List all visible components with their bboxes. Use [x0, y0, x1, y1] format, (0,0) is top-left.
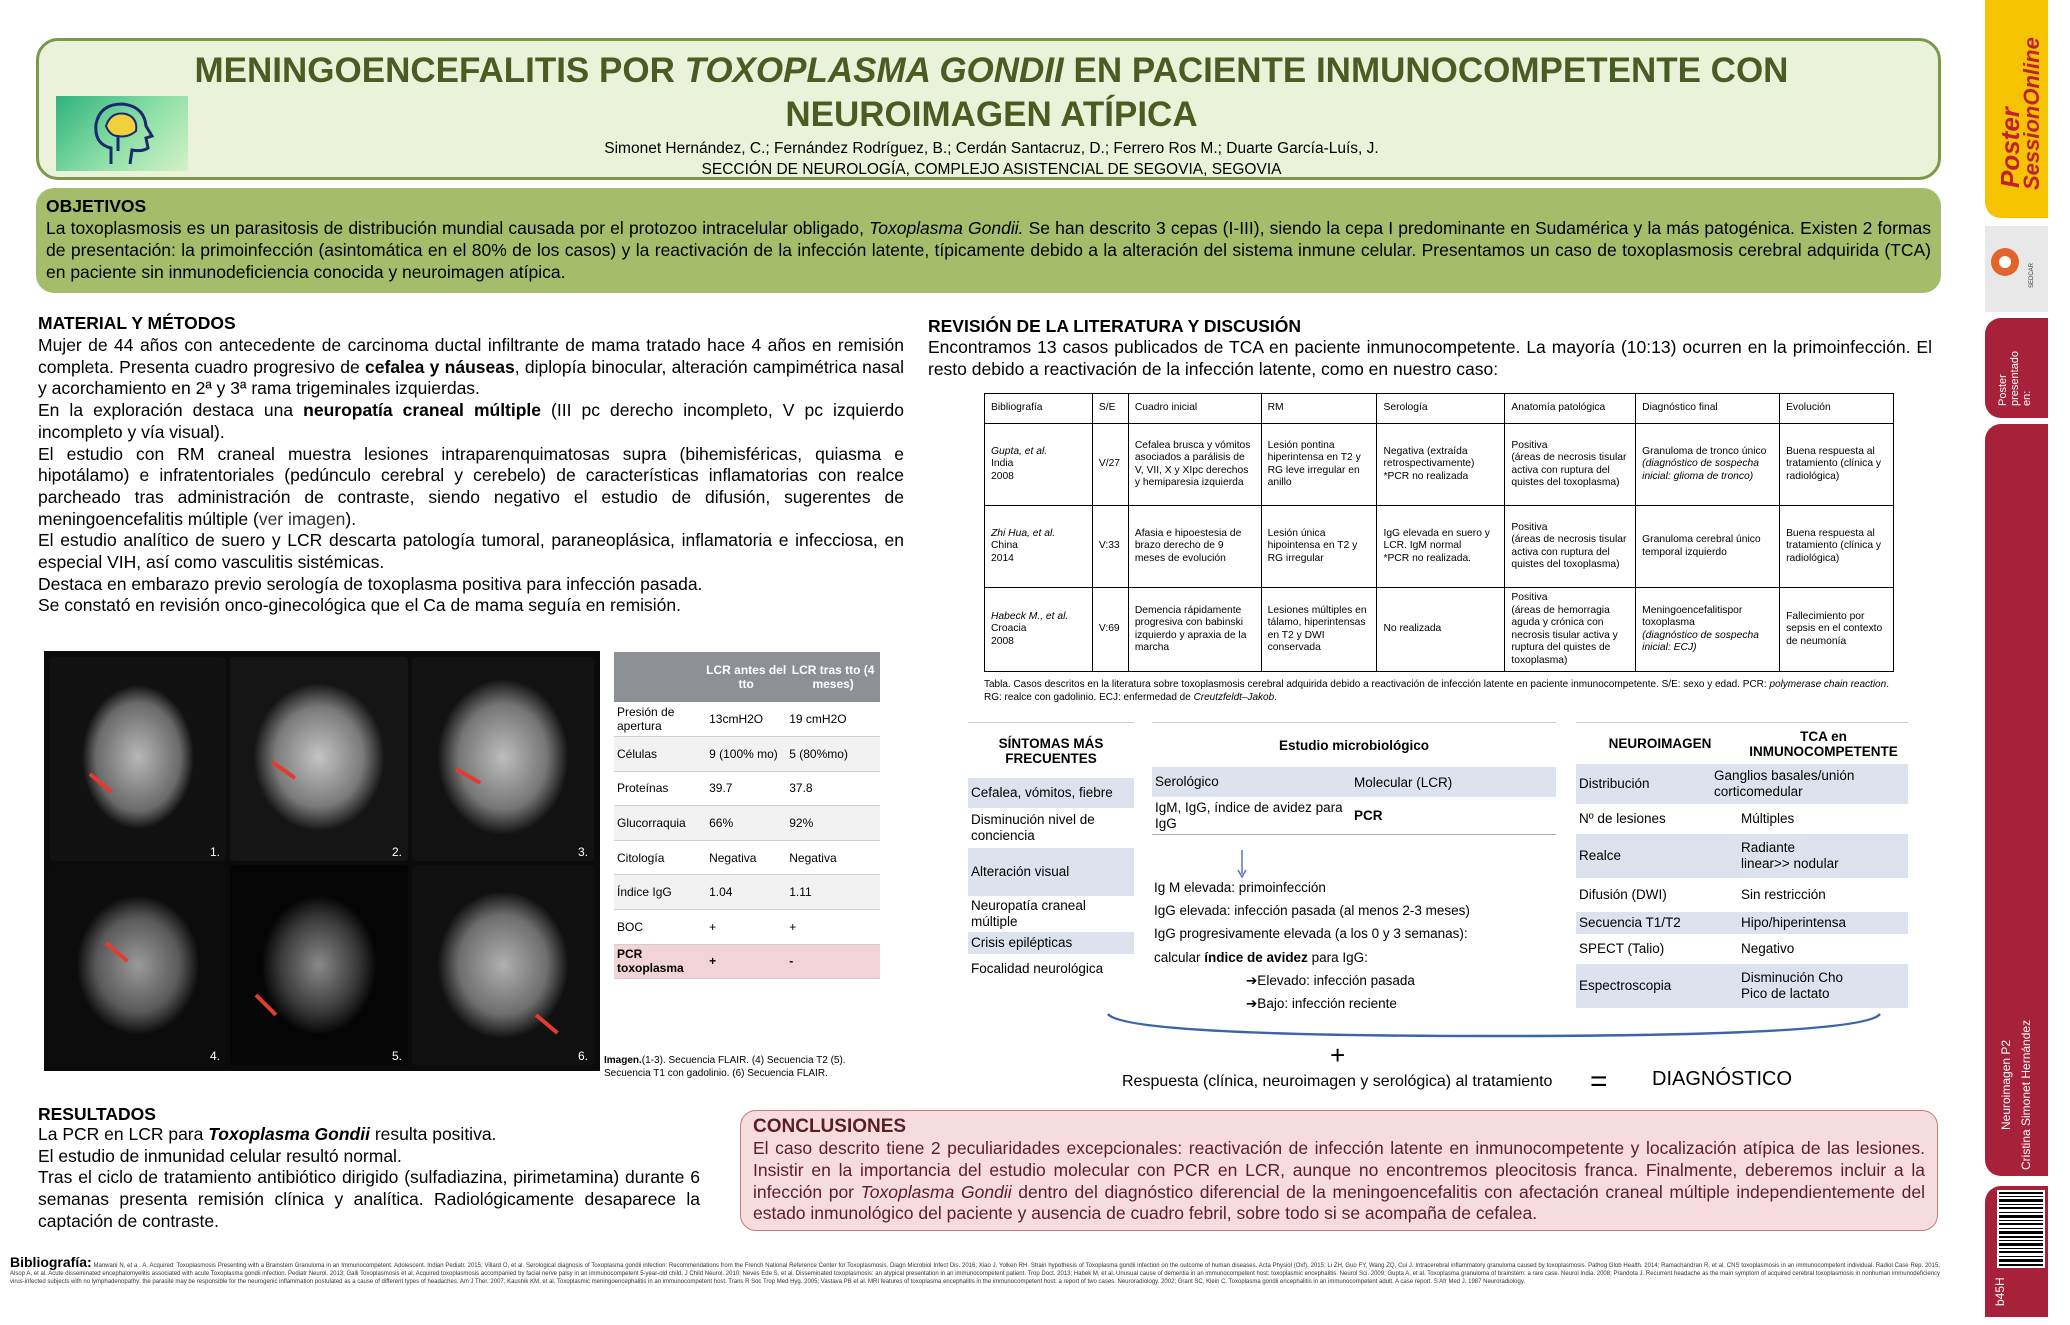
- arrow-icon: [89, 772, 113, 793]
- micro-notes: Ig M elevada: primoinfección IgG elevada: infección pasada (al menos 2-3 meses) IgG progresivamente elevada (a los 0 y 3 semanas): calcular índice de avidez para IgG: ➔Elevado: infección pasada ➔Bajo: infección reciente: [1154, 880, 1470, 1012]
- mri-image-grid: [44, 651, 600, 1071]
- table-row: Realce Radiante linear>> nodular: [1576, 834, 1908, 878]
- lcr-header-after: LCR tras tto (4 meses): [786, 652, 880, 702]
- bibliography: Bibliografía: Manwani N, et a . A. Acquired: Toxoplasmosis Presenting with a Brainstem Granuloma in an Immunocompetent. Adolescent. Indian Pediatr. 2015; Villard O, et al. Serological diagnosis of Toxoplasma gondii infection: Recommendations from the French National Reference Center for Toxoplasmosis. Diagn Microbiol Infect Dis. 2016; Xiao J, Yolken RH. Strain hypothesis of Toxoplasma gondii infection on the outcome of human diseases. Acta Physiol (Oxf). 2015; Li ZH, Guo FY, Wang ZQ, Cui J. Intracerebral inflammatory granuloma caused by toxoplasmosis. Pathog Glob Health. 2014; Ramachandran R, et al. CNS toxoplasmosis in an immunocompetent individual. Radiol Case Rep. 2015; Alsop A, et al. Acute disseminated encephalomyelitis associated with acute Toxoplasma gondii infection. Pediatr Neurol. 2013; Galli Toxoplasmosis et al. Acquired toxoplasmosis accompanied by facial nerve palsy in an immunocompetent 5-year-old child. J Child Neurol. 2010; Neves Ede S, et al. Disseminated toxoplasmosis: an atypical presentation in an immunocompetent patient. Trop Doct. 2013; Habek M, et al. Unusual cause of dementia in an immunocompetent host: toxoplasmic encephalitis. Neurol Sci. 2009; Gupta A, et al. Toxoplasma granuloma of brainstem: a rare case. Neurol India. 2008; Prandota J. Recurrent headache as the main symptom of acquired cerebral toxoplasmosis in nonhuman immunodeficiency virus-infected subjects with no lymphadenopathy: the parasite may be responsible for the neurogenic inflammation postulated as a cause of different types of headaches. Am J Ther. 2007; Kaushik KM, et al. Toxoplasmic meningoencephalitis in an immunocompetent host. Trans R Soc Trop Med Hyg. 2005; Vastava PB et al. MRI features of toxoplasma encephalitis in the immunocompetent host: a report of two cases. Neuroradiology. 2002; Grant SC, Klein C. Toxoplasma gondii encephalitis in an immunocompetent adult. A case report. S Afr Med J. 1987 Neuroradiology.: [10, 1254, 1940, 1285]
- review-text: Encontramos 13 casos publicados de TCA en paciente inmunocompetente. La mayoría (10:13) ocurren en la primoinfección. El resto debido a reactivación de la infección latente, como en nuestro caso:: [928, 337, 1932, 379]
- mri-image-4: 4.: [50, 865, 226, 1065]
- arrow-icon: [271, 760, 296, 779]
- material-p5: Destaca en embarazo previo serología de toxoplasma positiva para infección pasada.: [38, 573, 703, 594]
- objectives-text: La toxoplasmosis es un parasitosis de distribución mundial causada por el protozoo intracelular obligado, Toxoplasma Gondii. Se han descrito 3 cepas (I-III), siendo la cepa I predominante en Sudamérica y la más patogénica. Existen 2 formas de presentación: la primoinfección (asintomática en el 80% de los casos) y la reactivación de la infección latente, típicamente debido a la alteración del sistema inmune celular. Presentamos un caso de toxoplasmosis cerebral adquirida (TCA) en paciente sin inmunodeficiencia conocida y neuroimagen atípica.: [46, 218, 1931, 282]
- conclusions-text: El caso descrito tiene 2 peculiaridades excepcionales: reactivación de infección latente en inmunocompetente y localización atípica de las lesiones. Insistir en la importancia del estudio molecular con PCR en LCR, aunque no encontremos pleocitosis franca. Finalmente, deberemos incluir a la infección por Toxoplasma Gondii dentro del diagnóstico diferencial de la meningoencefalitis con afectación craneal múltiple independientemente del estado inmunológico del paciente y ausencia de cuadro febril, sobre todo si se acompaña de cefalea.: [753, 1138, 1925, 1224]
- arrow-icon: [105, 941, 129, 962]
- table-row: Células 9 (100% mo) 5 (80%mo): [614, 737, 880, 772]
- table-row: Nº de lesiones Múltiples: [1579, 811, 1795, 826]
- table-row: Habeck M., et al. Croacia 2008 V:69 Demencia rápidamente progresiva con babinski izquierdo y apraxia de la marcha Lesiones múltiples en tálamo, hiperintensas en T2 y DWI conservada No realizada Positiva (áreas de hemorragia aguda y crónica con necrosis tisular activa y ruptura del quistes de toxoplasma) Meningoencefalitispor toxoplasma (diagnóstico de sospecha inicial: ECJ) Fallecimiento por sepsis en el contexto de neumonía: [985, 588, 1894, 672]
- table-row: Gupta, et al. India 2008 V/27 Cefalea brusca y vómitos asociados a parálisis de V, VII, X y XIpc derechos y hemiparesia izquierda Lesión pontina hiperintensa en T2 y RG leve irregular en anillo Negativa (extraída retrospectivamente) *PCR no realizada Positiva (áreas de necrosis tisular activa con ruptura del quistes del toxoplasma) Granuloma de tronco único (diagnóstico de sospecha inicial: glioma de tronco) Buena respuesta al tratamiento (clínica y radiológica): [985, 424, 1894, 506]
- barcode-icon: [1985, 1186, 2048, 1270]
- objectives-title: OBJETIVOS: [46, 196, 147, 216]
- list-item: Disminución nivel de conciencia: [971, 812, 1095, 843]
- literature-table: [984, 393, 1894, 672]
- sidebar-presented: Poster presentado en:: [1985, 318, 2048, 418]
- micro-row-1: Serológico Molecular (LCR): [1152, 767, 1556, 797]
- image-caption: Imagen.(1-3). Secuencia FLAIR. (4) Secuencia T2 (5). Secuencia T1 con gadolinio. (6) Secuencia FLAIR.: [604, 1055, 846, 1079]
- review-title: REVISIÓN DE LA LITERATURA Y DISCUSIÓN: [928, 316, 1302, 336]
- results-p2: El estudio de inmunidad celular resultó normal.: [38, 1145, 402, 1166]
- poster-title: MENINGOENCEFALITIS POR TOXOPLASMA GONDII EN PACIENTE INMUNOCOMPETENTE CON NEUROIMAGEN ATÍPICA: [194, 51, 1789, 134]
- results-section: [38, 1104, 700, 1233]
- micro-title: Estudio microbiológico: [1152, 722, 1556, 767]
- poster-header: [36, 38, 1941, 180]
- brace-icon: [1104, 1010, 1884, 1040]
- see-image-link[interactable]: ver imagen: [258, 508, 346, 529]
- society-logo-icon: [1985, 226, 2048, 312]
- conclusions-section: [740, 1110, 1938, 1231]
- results-p3: Tras el ciclo de tratamiento antibiótico dirigido (sulfadiazina, pirimetamina) durante 6 semanas presenta remisión clínica y analítica. Radiológicamente desaparece la captación de contraste.: [38, 1167, 700, 1231]
- mri-image-3: 3.: [412, 657, 594, 861]
- society-logo: SEDCAR: [1985, 226, 2048, 312]
- arrow-icon: [535, 1013, 559, 1034]
- table-row: Índice IgG 1.04 1.11: [614, 875, 880, 910]
- lcr-header-empty: [614, 652, 706, 702]
- table-row: Distribución Ganglios basales/unión corticomedular: [1576, 764, 1908, 804]
- material-p1: Mujer de 44 años con antecedente de carcinoma ductal infiltrante de mama tratado hace 4 años en remisión completa. Presenta cuadro progresivo de cefalea y náuseas, diplopía binocular, alteración campimétrica nasal y acorchamiento en 2ª y 3ª rama trigeminales izquierdas.: [38, 335, 905, 399]
- list-item: Neuropatía craneal múltiple: [971, 898, 1086, 929]
- lcr-header-before: LCR antes del tto: [706, 652, 786, 702]
- arrow-icon: [255, 994, 278, 1017]
- material-p2: En la exploración destaca una neuropatía craneal múltiple (III pc derecho incompleto, V pc izquierdo incompleto y vía visual).: [38, 400, 904, 442]
- material-section: [38, 313, 904, 617]
- micro-row-2: IgM, IgG, índice de avidez para IgG PCR: [1152, 797, 1556, 835]
- lit-header-row: Bibliografía S/E Cuadro inicial RM Serología Anatomía patológica Diagnóstico final Evolución: [985, 394, 1894, 424]
- objectives-section: [36, 188, 1941, 293]
- conclusions-title: CONCLUSIONES: [753, 1116, 907, 1137]
- list-item: Alteración visual: [968, 848, 1134, 896]
- neuroimage-table: [1576, 722, 1908, 1008]
- list-item: Crisis epilépticas: [968, 932, 1134, 954]
- authors: Simonet Hernández, C.; Fernández Rodríguez, B.; Cerdán Santacruz, D.; Ferrero Ros M.; Duarte García-Luís, J.: [604, 140, 1379, 157]
- table-row: SPECT (Talio) Negativo: [1579, 941, 1795, 956]
- lcr-header-row: [614, 652, 880, 702]
- results-p1: La PCR en LCR para Toxoplasma Gondii resulta positiva.: [38, 1124, 497, 1144]
- micro-table: [1152, 722, 1556, 835]
- material-p4: El estudio analítico de suero y LCR descarta patología tumoral, paraneoplásica, inflamatoria e infecciosa, en especial VIH, así como vasculitis sistémicas.: [38, 530, 904, 573]
- table-row: Glucorraquia 66% 92%: [614, 806, 880, 841]
- review-section: [928, 316, 1932, 380]
- mri-image-6: 6.: [412, 865, 594, 1065]
- list-item: Focalidad neurológica: [971, 961, 1104, 976]
- arrow-icon: [455, 767, 481, 784]
- table-row: Zhi Hua, et al. China 2014 V:33 Afasia e hipoestesia de brazo derecho de 9 meses de evolución Lesión única hipointensa en T2 y RG irregular IgG elevada en suero y LCR. IgM normal *PCR no realizada. Positiva (áreas de necrosis tisular activa con ruptura del quistes del toxoplasma) Granuloma cerebral único temporal izquierdo Buena respuesta al tratamiento (clínica y radiológica): [985, 506, 1894, 588]
- table-row: Presión de apertura 13cmH2O 19 cmH2O: [614, 702, 880, 737]
- equals-sign: =: [1590, 1065, 1608, 1098]
- table-row: Citología Negativa Negativa: [614, 840, 880, 875]
- neuro-header: NEUROIMAGEN TCA en INMUNOCOMPETENTE: [1576, 722, 1908, 764]
- mri-image-5: 5.: [230, 865, 408, 1065]
- table-row: Proteínas 39.7 37.8: [614, 771, 880, 806]
- material-title: MATERIAL Y MÉTODOS: [38, 313, 236, 333]
- material-p3: El estudio con RM craneal muestra lesiones intraparenquimatosas supra (bihemisféricas, quiasma e hipotálamo) e infratentoriales (pedúnculo cerebral y cerebelo) de características inflamatorias con realce parcheado tras administración de contraste, siendo negativo el estudio de difusión, sugerentes de meningoencefalitis múltiple (ver imagen).: [38, 443, 904, 529]
- sidebar-code: b45H Ebresen: [1985, 1186, 2048, 1317]
- plus-sign: +: [1330, 1040, 1346, 1070]
- table-row: Secuencia T1/T2 Hipo/hiperintensa: [1576, 912, 1908, 934]
- response-text: Respuesta (clínica, neuroimagen y serológica) al tratamiento: [1122, 1073, 1553, 1090]
- list-item: Cefalea, vómitos, fiebre: [968, 778, 1134, 808]
- department: SECCIÓN DE NEUROLOGÍA, COMPLEJO ASISTENCIAL DE SEGOVIA, SEGOVIA: [701, 161, 1282, 178]
- sidebar-info: Neuroimagen P2 Cristina Simonet Hernández: [1985, 424, 2048, 1176]
- table-row-pcr: PCR toxoplasma + -: [614, 944, 880, 979]
- results-title: RESULTADOS: [38, 1104, 156, 1124]
- diagnosis-text: DIAGNÓSTICO: [1652, 1068, 1793, 1090]
- symptoms-table: [968, 722, 1134, 984]
- table-row: Espectroscopia Disminución Cho Pico de lactato: [1576, 964, 1908, 1008]
- down-arrow-icon: [1236, 850, 1248, 878]
- literature-table-caption: Tabla. Casos descritos en la literatura sobre toxoplasmosis cerebral adquirida debido a reactivación de infección latente en paciente inmunocompetente. S/E: sexo y edad. PCR: polymerase chain reaction. RG: realce con gadolinio. ECJ: enfermedad de Creutzfeldt–Jakob.: [984, 679, 1889, 703]
- mri-image-2: 2.: [230, 657, 408, 861]
- table-row: Difusión (DWI) Sin restricción: [1579, 887, 1826, 902]
- mri-image-1: 1.: [50, 657, 226, 861]
- material-p6: Se constató en revisión onco-ginecológica que el Ca de mama seguía en remisión.: [38, 595, 682, 616]
- table-row: BOC + +: [614, 910, 880, 945]
- symptoms-title: SÍNTOMAS MÁS FRECUENTES: [968, 722, 1134, 778]
- lcr-table: [614, 652, 880, 979]
- sidebar-brand[interactable]: Poster SessionOnline: [1985, 0, 2048, 218]
